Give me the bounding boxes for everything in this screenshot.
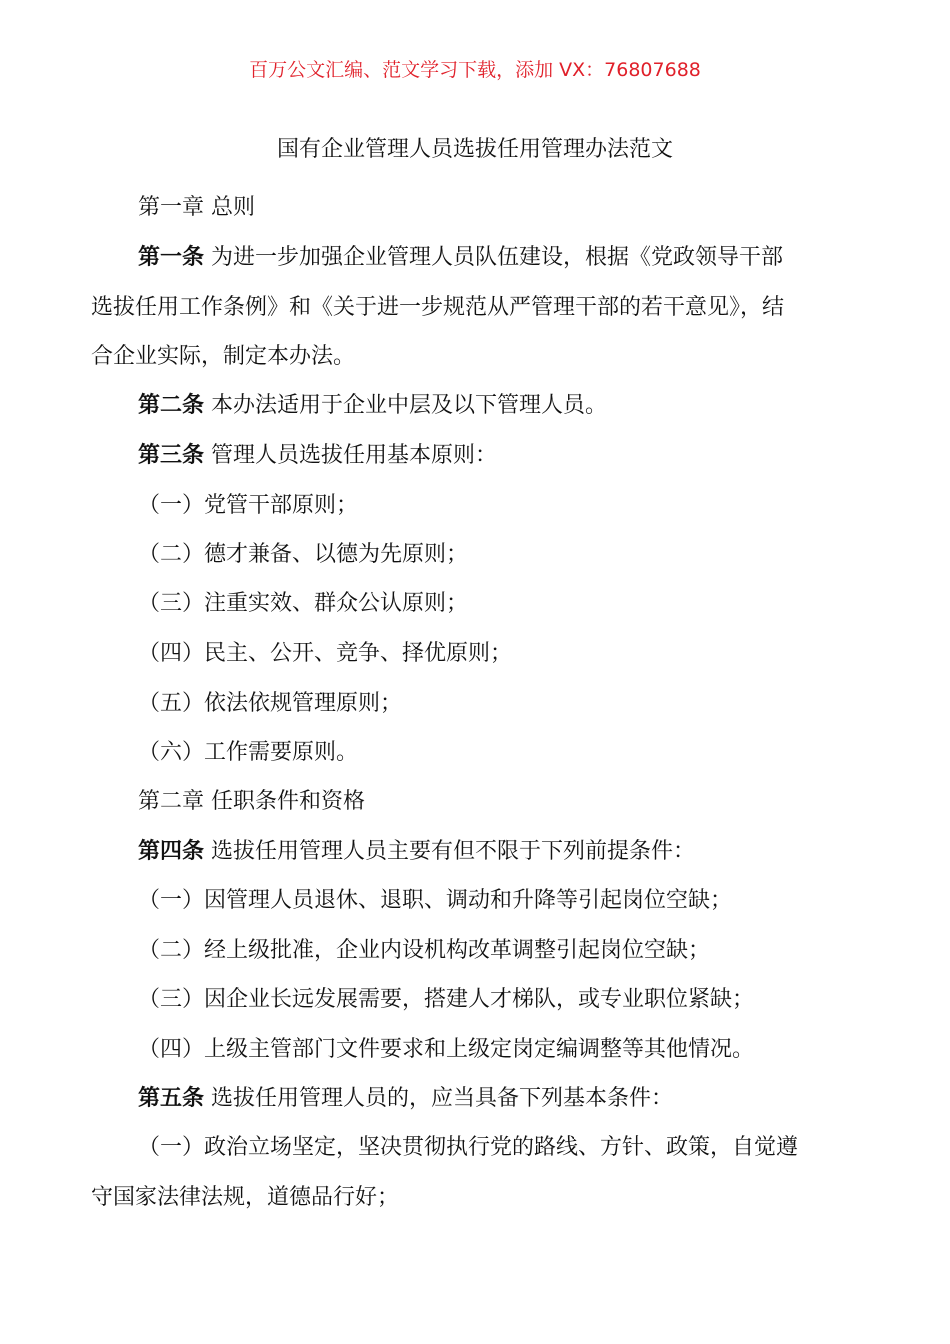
principle-item: （六）工作需要原则。 (138, 740, 359, 765)
article-3 (138, 440, 497, 472)
article-5 (138, 1083, 673, 1115)
document-title: 国有企业管理人员选拔任用管理办法范文 (276, 137, 673, 162)
article-5-text: 选拔任用管理人员的，应当具备下列基本条件： (204, 1086, 674, 1111)
chapter-2-heading: 第二章 任职条件和资格 (138, 789, 365, 814)
condition-item: （三）因企业长远发展需要，搭建人才梯队，或专业职位紧缺； (138, 987, 755, 1012)
article-5-label: 第五条 (138, 1086, 205, 1111)
article-2-label: 第二条 (138, 393, 205, 418)
principle-item: （二）德才兼备、以德为先原则； (138, 542, 469, 567)
principle-item: （一）党管干部原则； (138, 493, 359, 518)
article-1-text: 为进一步加强企业管理人员队伍建设，根据《党政领导干部 (204, 245, 784, 270)
basic-condition-1-line-2: 守国家法律法规，道德品行好； (91, 1185, 400, 1210)
article-1-line-3: 合企业实际，制定本办法。 (91, 344, 356, 369)
article-1-line-1 (138, 242, 783, 274)
condition-item: （二）经上级批准，企业内设机构改革调整引起岗位空缺； (138, 938, 711, 963)
article-4-text: 选拔任用管理人员主要有但不限于下列前提条件： (204, 839, 696, 864)
condition-item: （四）上级主管部门文件要求和上级定岗定编调整等其他情况。 (138, 1037, 755, 1062)
principle-item: （四）民主、公开、竞争、择优原则； (138, 641, 513, 666)
article-1-label: 第一条 (138, 245, 205, 270)
article-2-text: 本办法适用于企业中层及以下管理人员。 (204, 393, 608, 418)
principle-item: （三）注重实效、群众公认原则； (138, 591, 469, 616)
principle-item: （五）依法依规管理原则； (138, 691, 403, 716)
article-2 (138, 390, 607, 422)
article-3-label: 第三条 (138, 443, 205, 468)
condition-item: （一）因管理人员退休、退职、调动和升降等引起岗位空缺； (138, 888, 733, 913)
header-watermark-note: 百万公文汇编、范文学习下载，添加 VX：76807688 (249, 59, 701, 81)
article-4-label: 第四条 (138, 839, 205, 864)
article-4 (138, 836, 695, 868)
article-3-text: 管理人员选拔任用基本原则： (204, 443, 498, 468)
chapter-1-heading: 第一章 总则 (138, 195, 255, 220)
basic-condition-1-line-1: （一）政治立场坚定，坚决贯彻执行党的路线、方针、政策，自觉遵 (138, 1135, 799, 1160)
article-1-line-2: 选拔任用工作条例》和《关于进一步规范从严管理干部的若干意见》，结 (91, 295, 785, 320)
